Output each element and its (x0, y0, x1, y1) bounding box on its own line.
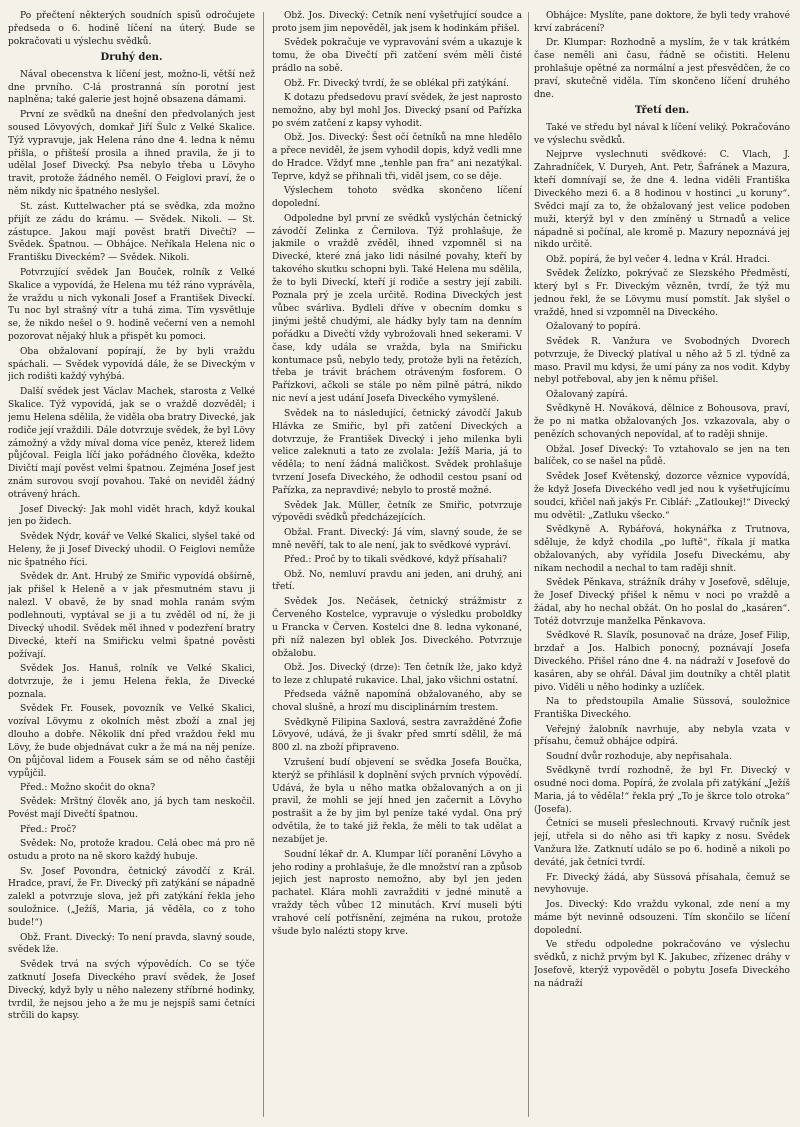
paragraph: Soudní dvůr rozhoduje, aby nepřisahala. (546, 751, 732, 762)
paragraph: Svědek Josef Květenský, dozorce věznice vypovídá, že když Josefa Diveckého vedl jed nou k vyšetřujícímu soudci, křičel naň jakýs Fr. Ciblář: „Zatloukej!“ Divecký mu odvětil: „Zatluku všecko.“ (534, 471, 790, 521)
paragraph: Svědkyně H. Nováková, dělnice z Bohousova, praví, že po ni matka obžalovaných Jos. vzkazovala, aby o penězích schovaných nepovídal, ať to raději shnije. (534, 404, 790, 441)
paragraph: Veřejný žalobník navrhuje, aby nebyla vzata v přísahu, čemuž obhájce odpírá. (534, 724, 790, 748)
paragraph: Potvrzující svědek Jan Bouček, rolník z Velké Skalice a vypovídá, že Helena mu též ráno vyprávěla, že vraždu u nich vykonali Josef a František Diveckí. Tu noc byl strašný vítr a tuhá zima. Tím vysvětluje se, že nikdo nešel o 9. hodině večerní ven a nemohl pozorovat nějaký hluk a přispět ku pomoci. (8, 267, 255, 343)
paragraph: Nejprve vyslechnuti svědkové: C. Vlach, J. Zahradníček, V. Duryeh, Ant. Petr, Šafránek a Mazura, kteří domnívají se, že dne 4. ledna viděli Františka Diveckého mezi 6. a 8 hodinou v hostinci „u koruny“. Svědci mají za to, že obžalovaný jest velice podoben muži, kterýž byl v den zmíněný u Strnadů a velice nápadně si počínal, ale kromě p. Mazury nepoznává jej nikdo určitě. (534, 150, 790, 251)
paragraph: Sv. Josef Povondra, četnický závodčí z Král. Hradce, praví, že Fr. Divecký při zatýkání se nápadně zalekl a potvrzuje slova, jež při zatýkání řekla jeho souložnice. („Ježíš, Maria, já věděla, co z toho bude!“) (8, 866, 255, 929)
paragraph: Svědek: No, protože kradou. Celá obec má pro ně ostudu a proto na ně skoro každý hubuje. (8, 839, 255, 863)
paragraph: Vzrušení budí objevení se svědka Josefa Boučka, kterýž se přihlásil k doplnění svých prvních výpovědí. Udává, že byla u něho matka obžalovaných a on ji pravil, že mohli se její hned jen začernit a Lövyho postrašit a že by jim byl peníze také vydal. Ona prý odvětila, že to také již řekla, že měli to tak udělat a nezabíjet je. (272, 757, 522, 846)
section-heading: Druhý den. (100, 51, 163, 63)
paragraph: Oba obžalovaní popírají, že by byli vraždu spáchali. — Svědek vypovídá dále, že se Diveckým v jich rodišti každý vyhýbá. (8, 346, 255, 383)
column-rule (263, 12, 264, 1117)
paragraph: Svědek R. Vanžura ve Svobodných Dvorech potvrzuje, že Divecký platíval u něho až 5 zl. týdně za maso. Pravil mu kdysi, že umí pány za nos vodit. Kdyby nebyl potřeboval, aby jen k němu přišel. (534, 336, 790, 386)
paragraph: Před.: Proč? (20, 824, 77, 835)
paragraph: Svědek Pěnkava, strážník dráhy v Josefově, sděluje, že Josef Divecký přišel k němu v noci po vraždě a žádal, aby ho nechal obžát. On ho poslal do „kasáren“. Totéž dotvrzuje manželka Pěnkavova. (534, 578, 790, 627)
paragraph: Výslechem tohoto svědka skončeno líčení dopolední. (272, 186, 522, 210)
paragraph: Svědek Jos. Hanuš, rolník ve Velké Skalici, dotvrzuje, že i jemu Helena řekla, že Divecké poznala. (8, 663, 255, 700)
paragraph: Obž. Jos. Divecký: Četník není vyšetřující soudce a proto jsem jim nepověděl, jak jsem k hodinkám přišel. (272, 11, 522, 34)
paragraph: Také ve středu byl nával k líčení veliký. Pokračováno ve výslechu svědků. (534, 122, 790, 146)
paragraph: Obžal. Frant. Divecký: Já vím, slavný soude, že se mně nevěří, tak to ale není, jak to svědkové vypráví. (272, 527, 522, 551)
paragraph: Svědek Jos. Nečásek, četnický strážmistr z Červeného Kostelce, vypravuje o výsledku proboldky u Francka v Červen. Kostelci dne 8. ledna vykonané, při níž nalezen byl oblek Jos. Diveckého. Potvrzuje obžalobu. (272, 596, 522, 659)
paragraph: St. zást. Kuttelwacher ptá se svědka, zda možno přijít ze zádu do krámu. — Svědek. Nikoli. — St. zástupce. Jakou mají pověst bratři Divečtí? — Svědek. Špatnou. — Obhájce. Neříkala Helena nic o Františku Diveckém? — Svědek. Nikoli. (8, 201, 255, 264)
column-1 (8, 10, 255, 1120)
paragraph: Nával obecenstva k líčení jest, možno-li, větší než dne prvního. C-lá prostranná sín porotní jest naplněna; také galerie jest hojně obsazena dámami. (8, 69, 255, 106)
paragraph: Svědek trvá na svých výpovědích. Co se týče zatknutí Josefa Diveckého praví svědek, že Josef Divecký, když byly u něho nalezeny stříbrné hodinky, tvrdil, že nejsou jeho a že mu je nejspíš sami četníci strčili do kapsy. (8, 959, 255, 1022)
paragraph: Svědek pokračuje ve vypravování svém a ukazuje k tomu, že oba Divečtí při zatčení svém měli čisté prádlo na sobě. (272, 38, 522, 75)
paragraph: Svědkové R. Slavík, posunovač na dráze, Josef Filip, brzdař a Jos. Halbich ponocný, poznávají Josefa Diveckého. Přišel ráno dne 4. na nádraží v Josefově do kasáren, aby se ohřál. Dával jim doutníky a chtěl platit pivo. Viděli u něho hodinky a uzlíček. (534, 631, 790, 693)
column-2 (272, 10, 522, 1120)
paragraph: První ze svědků na dnešní den předvolaných jest soused Lövyových, domkař Jiří Šulc z Velké Skalice. Týž vypravuje, jak Helena ráno dne 4. ledna k němu přišla, o přišteší prosila a ihned pravila, že ji to udělal Josef Divecký. Psa nebylo třeba u Lövyho travit, protože žádného neměl. O Feiglovi praví, že o něm nikdy nic špatného neslyšel. (8, 109, 255, 198)
column-rule (528, 12, 529, 1117)
paragraph: Další svědek jest Václav Machek, starosta z Velké Skalice. Týž vypovídá, jak se o vraždě dozvěděl; i jemu Helena sdělila, že viděla oba bratry Divecké, jak rodiče její vraždili. Dále dotvrzuje svědek, že byl Lövy zámožný a vždy míval doma více peněz, kterež lidem půjčoval. Feigla líčí jako pořádného člověka, kdežto Divičtí mají pověst velmi špatnou. Zejména Josef jest znám surovou svojí povahou. Také on neviděl žádný otrávený hrách. (8, 386, 255, 501)
paragraph: Ve středu odpoledne pokračováno ve výslechu svědků, z nichž prvým byl K. Jakubec, zřízenec dráhy v Josefově, kterýž vypověděl o pobytu Josefa Diveckého na nádraží (534, 940, 790, 989)
paragraph: Svědek dr. Ant. Hrubý ze Smiřic vypovídá obšírně, jak přišel k Heleně a v jak přesmutném stavu ji nalezl. V obavě, že by snad mohla ranám svým podlehnouti, vyptával se ji a tu zvěděl od ní, že ji Divecký uhodil. Svědek měl ihned v podezření bratry Divecké, kteří na Smiřicku velmi špatné pověsti požívají. (8, 572, 255, 660)
paragraph: Obž. Frant. Divecký: To není pravda, slavný soude, svědek lže. (8, 932, 255, 956)
paragraph: Ožalovaný to popírá. (546, 322, 641, 333)
paragraph: Svědek: Mrštný člověk ano, já bych tam neskočil. Povést mají Divečtí špatnou. (8, 797, 255, 821)
paragraph: Obž. Jos. Divecký (drze): Ten četník lže, jako když to leze z chlupaté rukavice. Lhal, jako všichni ostatní. (272, 662, 522, 686)
paragraph: Svědek Želízko, pokrývač ze Slezského Předměstí, který byl s Fr. Diveckým vězněn, tvrdí, že týž mu jednou řekl, že se Lövymu musí pomstít. Jak slyšel o vraždě, hned si vzpomněl na Diveckého. (534, 269, 790, 318)
paragraph: Odpoledne byl první ze svědků vyslýchán četnický závodčí Zelinka z Černilova. Týž prohlašuje, že jakmile o vraždě zvěděl, ihned vzpomněl si na Divecké, které zná jako lidi násilné povahy, kteří by takového skutku schopni byli. Také Helena mu sdělila, že to byli Diveckí, kteří jí rodiče a sestry její zabili. Poznala prý je zcela určitě. Rodina Diveckých jest vůbec svárliva. Bydleli dříve v obecním domku s jinými ještě chudými, ale hádky byly tam na denním pořádku a Divečtí vždy vybrožovali hned sekerami. V čase, kdy udála se vražda, byla na Smiřicku kontumace psů, nebylo tedy, protože byli na řetězích, třeba je trávit bráchem otráveným fosforem. O Pařízkovi, ačkoli se stále po něm pilně pátrá, nikdo nic neví a jest udání Josefa Diveckého vymyšlené. (272, 213, 522, 405)
column-3 (534, 10, 790, 1120)
paragraph: Po přečtení některých soudních spisů odročujete předseda o 6. hodině líčení na úterý. Bude se pokračovati u výslechu svědků. (8, 11, 255, 47)
paragraph: Jos. Divecký: Kdo vraždu vykonal, zde není a my máme být nevinně odsouzeni. Tím skončilo se líčení dopolední. (534, 899, 790, 936)
paragraph: Fr. Divecký žádá, aby Süssová přísahala, čemuž se nevyhovuje. (534, 872, 790, 896)
paragraph: Dr. Klumpar: Rozhodně a myslím, že v tak krátkém čase neměli ani času, řádně se očistiti. Helenu prohlašuje opětné za normální a jest přesvědčen, že co praví, skutečně viděla. Tím skončeno líčení druhého dne. (534, 38, 790, 100)
paragraph: Svědkyně tvrdí rozhodně, že byl Fr. Divecký v osudné noci doma. Popírá, že zvolala při zatýkání „Ježíš Maria, já to věděla!“ řekla prý „To je škrce tolo otroka“ (Josefa). (534, 766, 790, 815)
paragraph: Obhájce: Myslíte, pane doktore, že byli tedy vrahové krví zabrácení? (534, 11, 790, 34)
paragraph: Před.: Proč by to tikali svědkové, když přísahali? (284, 555, 507, 566)
paragraph: Svědkyně Filipina Saxlová, sestra zavražděné Žofie Lövyové, udává, že ji švakr před smrtí sdělil, že má 800 zl. na zboží připraveno. (272, 717, 522, 754)
paragraph: Obž. Fr. Divecký tvrdí, že se oblékal při zatýkání. (284, 78, 510, 89)
paragraph: Svědek Fr. Fousek, povozník ve Velké Skalici, vozíval Lövymu z okolních měst zboží a znal jej dlouho a dobře. Několik dní před vraždou řekl mu Lövy, že bude objednávat cukr a že má na něj peníze. On půjčoval lidem a Fousek sám se od něho častěji vypůjčil. (8, 704, 255, 779)
paragraph: Soudní lékař dr. A. Klumpar líčí poranění Lövyho a jeho rodiny a prohlašuje, že dle množství ran a způsob jejich jest naprosto nemožno, aby byl jen jeden pachatel. Klára mohli zavražditi v jedné minutě a vraždy těch vůbec 12 minutách. Krví museli býti vrahové celí potřísnění, zejména na rukou, protože všude bylo nalézti stopy krve. (272, 849, 522, 938)
paragraph: Obž. No, nemluví pravdu ani jeden, ani druhý, ani třetí. (272, 569, 522, 593)
paragraph: Svědkyně A. Rybářová, hokynářka z Trutnova, sděluje, že když chodila „po luftě“, říkala jí matka obžalovaných, aby vyřídila Josefu Diveckému, aby nikam nechodil a nechal to tam raději shnít. (534, 524, 790, 574)
paragraph: Ožalovaný zapírá. (546, 389, 628, 400)
paragraph: Četníci se museli přeslechnouti. Krvavý ručník jest její, utřela si do něho asi tři kapky z nosu. Svědek Vanžura lže. Zatknutí událo se po 6. hodině a nikoli po deváté, jak četníci tvrdí. (534, 819, 790, 869)
paragraph: Obžal. Josef Divecký: To vztahovalo se jen na ten balíček, co se našel na půdě. (534, 444, 790, 468)
paragraph: Předseda vážně napomíná obžalovaného, aby se choval slušně, a hrozí mu disciplinárním trestem. (272, 690, 522, 714)
paragraph: K dotazu předsedovu praví svědek, že jest naprosto nemožno, aby byl mohl Jos. Divecký psaní od Pařízka po svém zatčení z kapsy vyhodit. (272, 92, 522, 129)
paragraph: Obž. popírá, že byl večer 4. ledna v Král. Hradci. (546, 254, 770, 265)
paragraph: Svědek Nýdr, kovář ve Velké Skalici, slyšel také od Heleny, že ji Josef Divecký uhodil. O Feiglovi nemůže nic špatného říci. (8, 531, 255, 568)
paragraph: Svědek Jak. Müller, četník ze Smiřic, potvrzuje výpovědi svědků předcházejících. (272, 500, 522, 524)
paragraph: Josef Divecký: Jak mohl vidět hrach, když koukal jen po židech. (8, 504, 255, 528)
paragraph: Obž. Jos. Divecký: Šest očí četníků na mne hledělo a přece neviděl, že jsem vyhodil dopis, když vedli mne do Hradce. Vždyť mne „tenhle pan fra“ ani nezatýkal. Teprve, když se přihnali tři, viděl jsem, co se děje. (272, 133, 522, 182)
paragraph: Před.: Možno skočit do okna? (20, 783, 156, 794)
paragraph: Na to předstoupila Amalie Süssová, souložnice Františka Diveckého. (534, 697, 790, 721)
section-heading: Třetí den. (634, 104, 690, 116)
paragraph: Svědek na to následující, četnický závodčí Jakub Hlávka ze Smiřic, byl při zatčení Diveckých a dotvrzuje, že František Divecký i jeho milenka byli velice zaleknuti a tato ze zvolala: Ježíš Maria, já to věděla; to není žádná maličkost. Svědek prohlašuje tvrzení Josefa Diveckého, že odhodil cestou psaní od Pařízka, za nepravdivé; nebylo to prostě možné. (272, 408, 522, 497)
